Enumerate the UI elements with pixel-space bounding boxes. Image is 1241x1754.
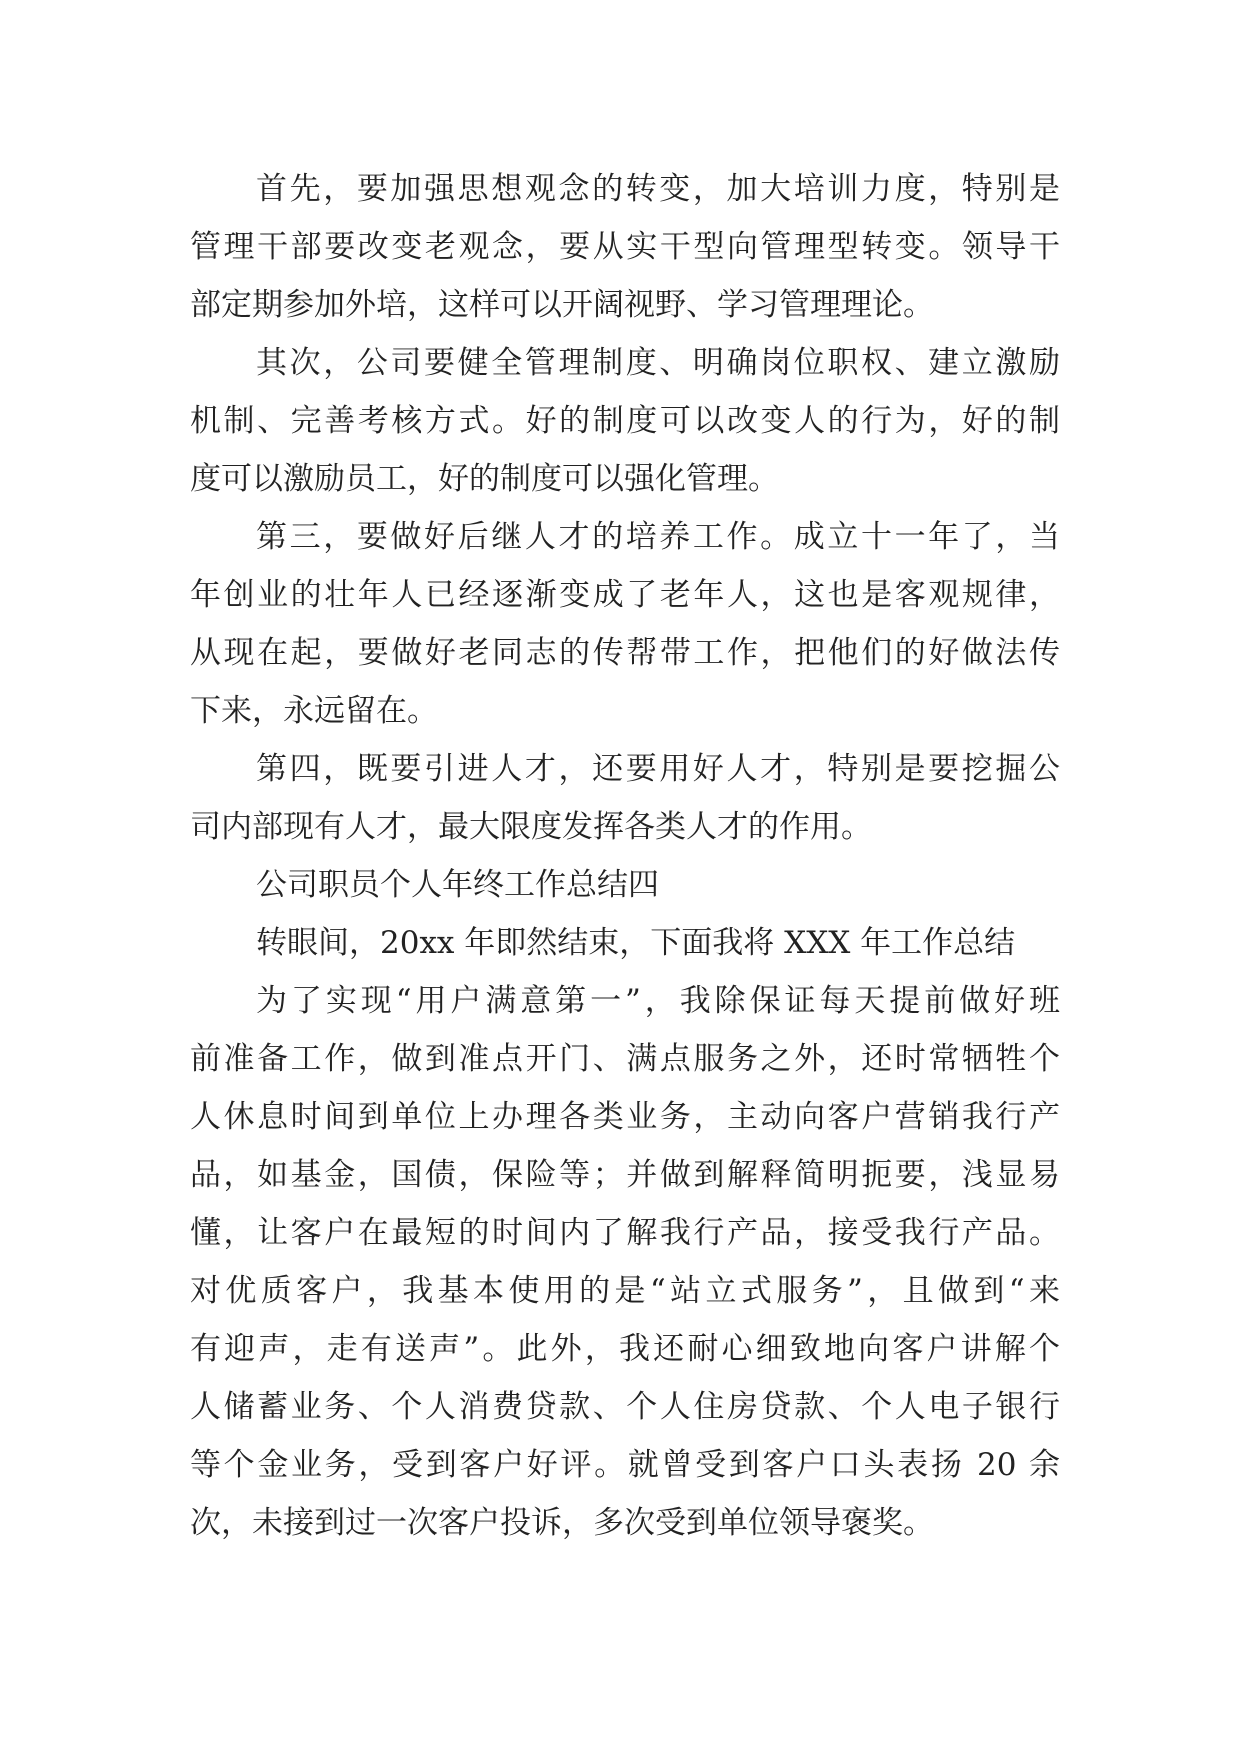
text-line: 人休息时间到单位上办理各类业务，主动向客户营销我行产 (190, 1099, 1060, 1135)
text-line: 首先，要加强思想观念的转变，加大培训力度，特别是 (256, 171, 1060, 207)
text-line: 司内部现有人才，最大限度发挥各类人才的作用。 (190, 809, 872, 845)
text-line: 下来，永远留在。 (190, 693, 438, 729)
text-line: 懂，让客户在最短的时间内了解我行产品，接受我行产品。 (190, 1215, 1060, 1251)
section-heading: 公司职员个人年终工作总结四 (256, 867, 659, 903)
text-line: 年创业的壮年人已经逐渐变成了老年人，这也是客观规律， (190, 577, 1060, 613)
text-line: 部定期参加外培，这样可以开阔视野、学习管理理论。 (190, 287, 934, 323)
text-line: 前准备工作，做到准点开门、满点服务之外，还时常牺牲个 (190, 1041, 1060, 1077)
text-line: 管理干部要改变老观念，要从实干型向管理型转变。领导干 (190, 229, 1060, 265)
text-line: 其次，公司要健全管理制度、明确岗位职权、建立激励 (256, 345, 1060, 381)
text-line: 为了实现“用户满意第一”，我除保证每天提前做好班 (256, 983, 1060, 1019)
text-line: 转眼间，20xx 年即然结束，下面我将 XXX 年工作总结 (256, 925, 1016, 961)
document-body (190, 160, 1060, 1552)
text-line: 从现在起，要做好老同志的传帮带工作，把他们的好做法传 (190, 635, 1060, 671)
text-line: 对优质客户，我基本使用的是“站立式服务”，且做到“来 (190, 1273, 1060, 1309)
text-line: 机制、完善考核方式。好的制度可以改变人的行为，好的制 (190, 403, 1060, 439)
text-line: 第三，要做好后继人才的培养工作。成立十一年了，当 (256, 519, 1060, 555)
text-line: 等个金业务，受到客户好评。就曾受到客户口头表扬 20 余 (190, 1447, 1060, 1483)
text-line: 度可以激励员工，好的制度可以强化管理。 (190, 461, 779, 497)
text-line: 品，如基金，国债，保险等；并做到解释简明扼要，浅显易 (190, 1157, 1060, 1193)
text-line: 第四，既要引进人才，还要用好人才，特别是要挖掘公 (256, 751, 1060, 787)
text-line: 有迎声，走有送声”。此外，我还耐心细致地向客户讲解个 (190, 1331, 1060, 1367)
text-line: 次，未接到过一次客户投诉，多次受到单位领导褒奖。 (190, 1505, 934, 1541)
text-line: 人储蓄业务、个人消费贷款、个人住房贷款、个人电子银行 (190, 1389, 1060, 1425)
